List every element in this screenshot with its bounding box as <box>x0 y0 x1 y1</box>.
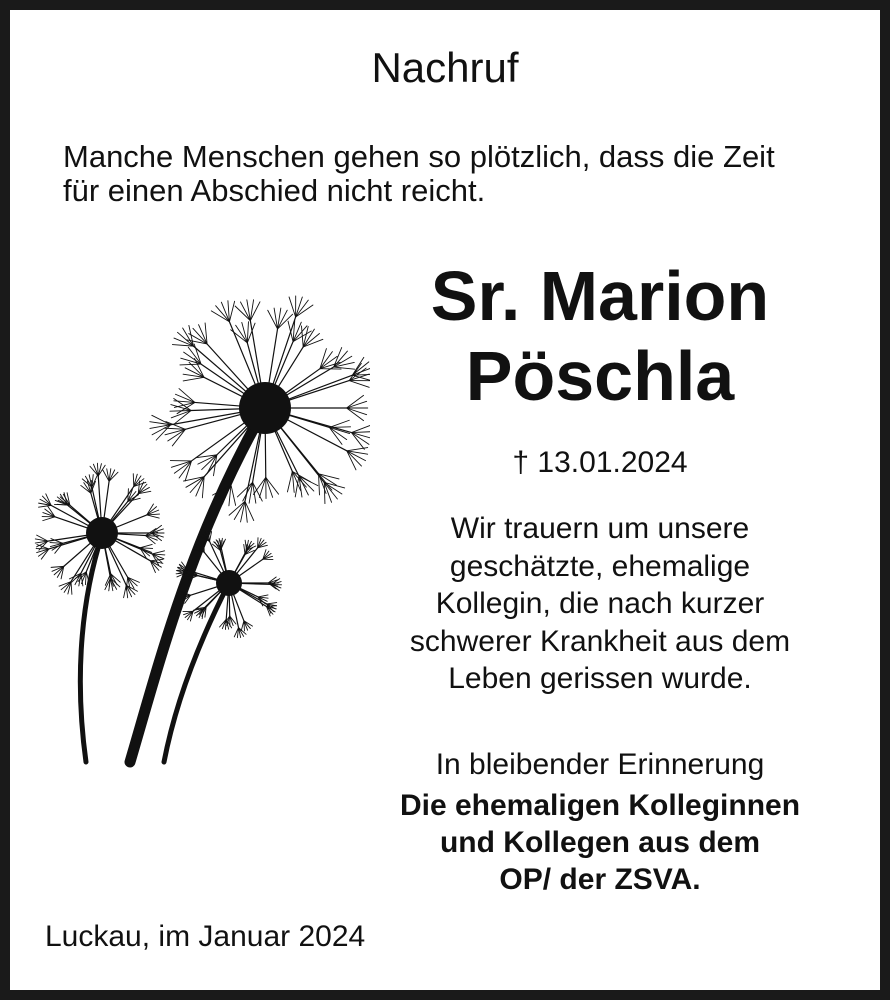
quote <box>63 140 775 208</box>
dandelion-head <box>176 531 281 637</box>
mourning-line: Leben gerissen wurde. <box>448 662 752 695</box>
memory-line: In bleibender Erinnerung <box>435 748 765 781</box>
quote-line: für einen Abschied nicht reicht. <box>63 173 486 208</box>
name-line: Pöschla <box>465 337 735 415</box>
dandelion-stem <box>130 408 265 762</box>
quote-line: Manche Menschen gehen so plötzlich, dass die Zeit <box>63 139 775 174</box>
death-date: † 13.01.2024 <box>512 446 688 479</box>
signature <box>350 787 850 898</box>
signature-line: Die ehemaligen Kolleginnen <box>399 789 801 822</box>
mourning-line: Wir trauern um unsere <box>450 512 750 545</box>
dandelion-head <box>150 296 370 522</box>
mourning-text <box>370 510 830 698</box>
deceased-name <box>380 256 820 416</box>
obituary-heading: Nachruf <box>371 44 519 91</box>
name-line: Sr. Marion <box>430 257 770 335</box>
mourning-line: schwerer Krankheit aus dem <box>409 624 791 658</box>
mourning-line: Kollegin, die nach kurzer <box>435 587 765 620</box>
dandelion-head <box>35 463 165 598</box>
place-date: Luckau, im Januar 2024 <box>45 920 366 953</box>
dandelion-icon <box>30 290 370 780</box>
signature-line: OP/ der ZSVA. <box>499 863 701 896</box>
mourning-line: geschätzte, ehemalige <box>449 549 751 583</box>
signature-line: und Kollegen aus dem <box>439 826 761 859</box>
